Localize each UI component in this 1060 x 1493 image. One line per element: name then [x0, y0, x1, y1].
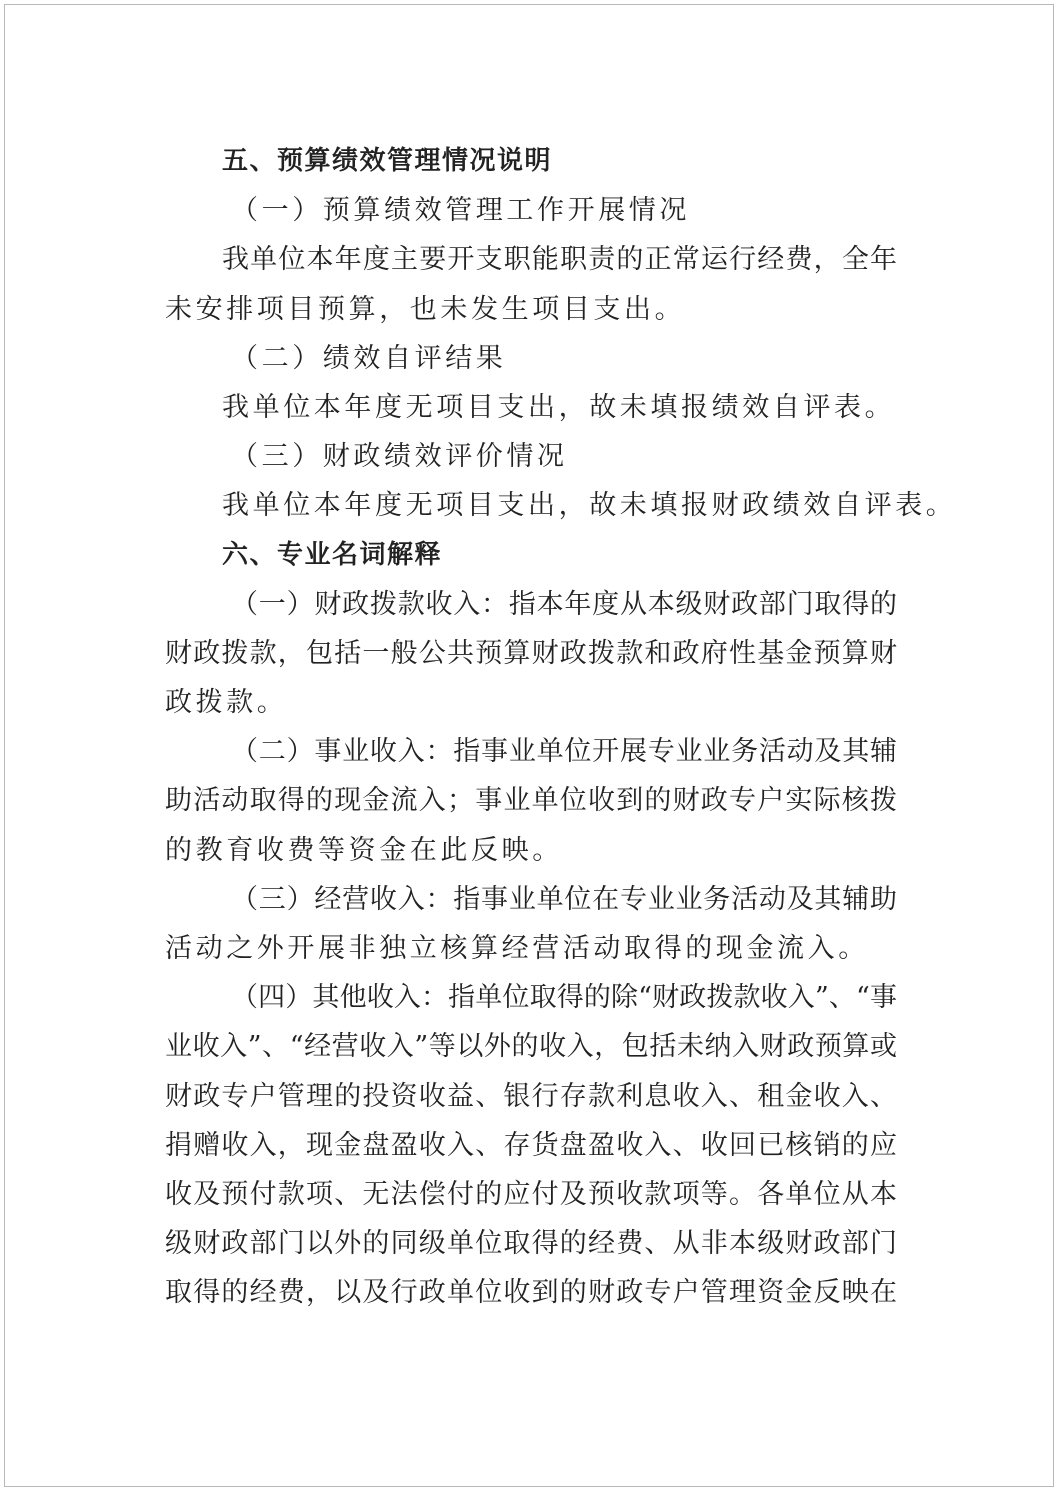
paragraph-line: 我单位本年度无项目支出，故未填报财政绩效自评表。 [222, 490, 957, 522]
subsection-heading-5-2: （二）绩效自评结果 [231, 342, 507, 374]
section-heading-6: 六、专业名词解释 [222, 539, 443, 570]
paragraph-line: （四）其他收入：指单位取得的除“财政拨款收入”、“事 [231, 982, 897, 1014]
subsection-heading-5-1: （一）预算绩效管理工作开展情况 [231, 195, 690, 227]
paragraph-line: 政拨款。 [165, 687, 288, 719]
paragraph-line: 活动之外开展非独立核算经营活动取得的现金流入。 [165, 933, 869, 964]
paragraph-line: 我单位本年度无项目支出，故未填报绩效自评表。 [222, 391, 896, 423]
paragraph-line: 财政专户管理的投资收益、银行存款利息收入、租金收入、 [165, 1080, 897, 1112]
section-heading-5: 五、预算绩效管理情况说明 [222, 146, 553, 176]
document-body [165, 137, 957, 1318]
paragraph-line: （一）财政拨款收入：指本年度从本级财政部门取得的 [231, 588, 897, 620]
paragraph-line: 我单位本年度主要开支职能职责的正常运行经费，全年 [222, 244, 897, 276]
paragraph-line: 未安排项目预算，也未发生项目支出。 [165, 293, 686, 325]
paragraph-line: 业收入”、“经营收入”等以外的收入，包括未纳入财政预算或 [165, 1031, 897, 1063]
paragraph-line: 捐赠收入，现金盘盈收入、存货盘盈收入、收回已核销的应 [165, 1129, 897, 1161]
paragraph-line: （三）经营收入：指事业单位在专业业务活动及其辅助 [231, 883, 897, 915]
paragraph-line: 财政拨款，包括一般公共预算财政拨款和政府性基金预算财 [165, 637, 897, 669]
subsection-heading-5-3: （三）财政绩效评价情况 [231, 441, 568, 473]
paragraph-line: 助活动取得的现金流入；事业单位收到的财政专户实际核拨 [165, 785, 897, 817]
paragraph-line: 收及预付款项、无法偿付的应付及预收款项等。各单位从本 [165, 1178, 897, 1210]
paragraph-line: 取得的经费，以及行政单位收到的财政专户管理资金反映在 [165, 1277, 897, 1309]
paragraph-line: 级财政部门以外的同级单位取得的经费、从非本级财政部门 [165, 1228, 897, 1260]
paragraph-line: 的教育收费等资金在此反映。 [165, 834, 563, 866]
paragraph-line: （二）事业收入：指事业单位开展专业业务活动及其辅 [231, 736, 897, 768]
